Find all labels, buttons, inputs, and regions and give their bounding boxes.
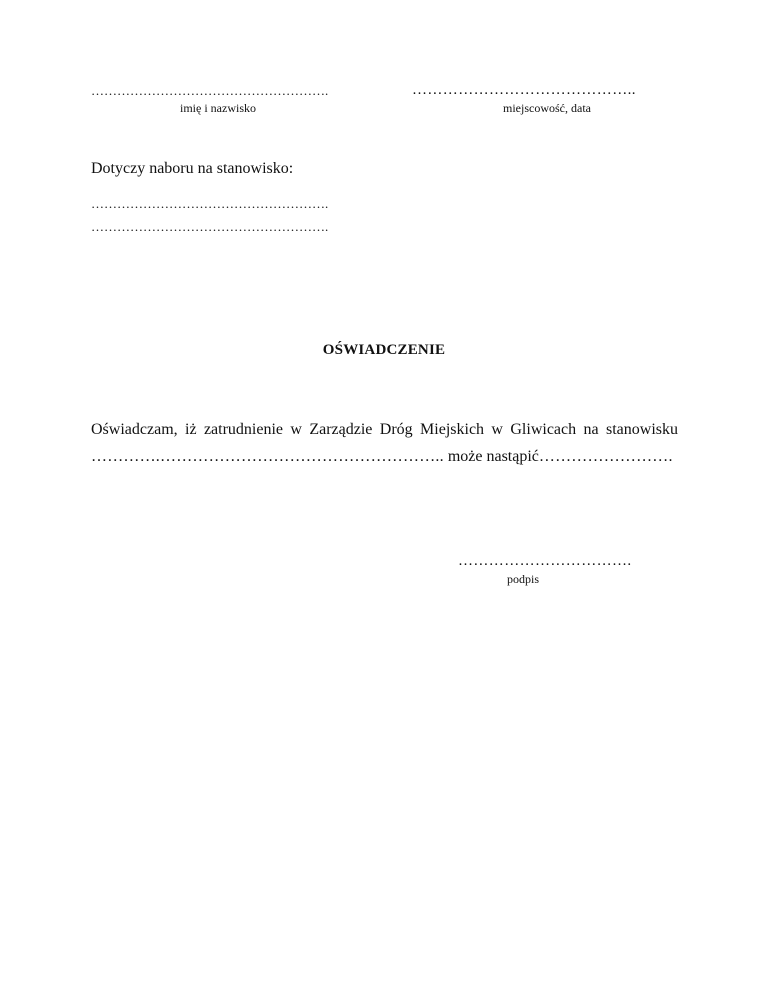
place-date-field-dots[interactable]: ……………………………………..	[412, 82, 636, 98]
date-field-dots[interactable]: …………………….	[538, 448, 673, 465]
document-title: OŚWIADCZENIE	[322, 342, 446, 358]
subject-field-line-1[interactable]: ……………………………………………….	[91, 196, 329, 211]
name-field-dots[interactable]: ……………………………………………….	[91, 83, 329, 98]
name-field-caption: imię i nazwisko	[180, 101, 256, 115]
subject-label: Dotyczy naboru na stanowisko:	[91, 160, 294, 177]
place-date-field-caption: miejscowość, data	[503, 101, 591, 115]
statement-text-line-1: Oświadczam, iż zatrudnienie w Zarządzie Dróg Miejskich w Gliwicach na stanowisku	[91, 421, 678, 438]
signature-caption: podpis	[507, 572, 540, 586]
statement-text-line-2	[91, 448, 673, 466]
subject-field-line-2[interactable]: ……………………………………………….	[91, 219, 329, 234]
position-field-dots[interactable]: ………….……………………………………………..	[91, 448, 444, 465]
statement-middle-text: może nastąpić	[443, 448, 539, 465]
signature-field-dots[interactable]: …………………………….	[458, 553, 632, 569]
